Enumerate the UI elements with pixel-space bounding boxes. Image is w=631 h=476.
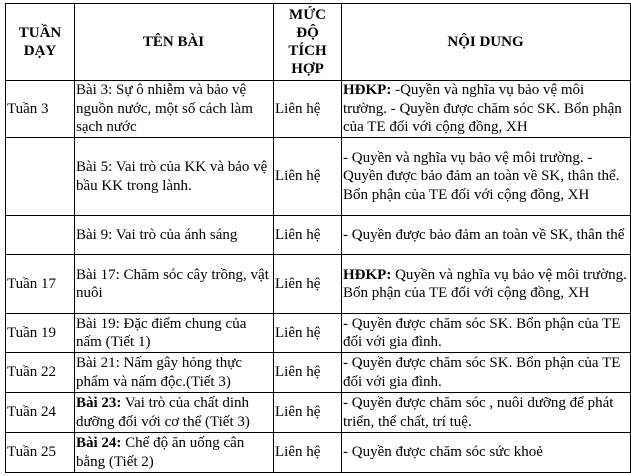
title-text: Bài 19: Đặc điểm chung của nấm (Tiết 1) (76, 315, 247, 350)
content-bold: HĐKP: (343, 82, 392, 99)
content-text: Quyền và nghĩa vụ bảo vệ môi trường. Bổn phận của TE đối với cộng đồng, XH (343, 266, 627, 301)
title-text: Vai trò của chất dinh dưỡng đối với cơ thể (Tiết 3) (76, 395, 250, 430)
level-cell: Liên hệ (274, 81, 342, 138)
title-text: Bài 21: Nấm gây hỏng thực phẩm và nấm độc.(Tiết 3) (76, 355, 243, 390)
table-row (6, 255, 631, 314)
content-text: - Quyền được chăm sóc SK. Bổn phận của TE đối với gia đình. (343, 315, 621, 350)
table-row (6, 393, 631, 433)
header-level: MỨC ĐỘ TÍCH HỢP (274, 4, 342, 81)
table-header-row (6, 4, 631, 81)
content-text: - Quyền và nghĩa vụ bảo vệ môi trường. - Quyền được bảo đảm an toàn về SK, thân thể. Bổn phận của TE đối với cộng đồng, XH (343, 149, 620, 203)
header-content: NỘI DUNG (342, 4, 631, 81)
table-row (6, 216, 631, 255)
level-cell: Liên hệ (274, 138, 342, 216)
table-row (6, 314, 631, 353)
content-cell (342, 138, 631, 216)
title-cell (75, 393, 274, 433)
week-cell (6, 138, 75, 216)
level-cell: Liên hệ (274, 314, 342, 353)
content-cell (342, 81, 631, 138)
content-cell (342, 314, 631, 353)
week-cell (6, 216, 75, 255)
content-text: - Quyền được chăm sóc sức khoẻ (343, 444, 543, 461)
content-cell (342, 216, 631, 255)
title-cell (75, 433, 274, 473)
title-text: Bài 5: Vai trò của KK và bảo vệ bầu KK trong lành. (76, 159, 268, 194)
title-cell (75, 314, 274, 353)
content-cell (342, 393, 631, 433)
level-cell: Liên hệ (274, 393, 342, 433)
content-cell (342, 433, 631, 473)
title-text: Bài 17: Chăm sóc cây trồng, vật nuôi (76, 266, 269, 301)
level-cell: Liên hệ (274, 353, 342, 393)
lesson-integration-table (5, 3, 631, 473)
title-cell (75, 353, 274, 393)
title-text: Bài 3: Sự ô nhiễm và bảo vệ nguồn nước, một số cách làm sạch nước (76, 82, 253, 136)
week-cell: Tuần 3 (6, 81, 75, 138)
header-title: TÊN BÀI (75, 4, 274, 81)
week-cell: Tuần 19 (6, 314, 75, 353)
week-cell: Tuần 22 (6, 353, 75, 393)
table-row (6, 433, 631, 473)
title-cell (75, 138, 274, 216)
title-cell (75, 216, 274, 255)
table-row (6, 138, 631, 216)
content-cell (342, 353, 631, 393)
content-text: - Quyền được chăm sóc SK. Bổn phận của TE đối với gia đình. (343, 355, 621, 390)
level-cell: Liên hệ (274, 216, 342, 255)
table-row (6, 353, 631, 393)
week-cell: Tuần 24 (6, 393, 75, 433)
title-text: Bài 9: Vai trò của ánh sáng (76, 226, 238, 243)
title-bold: Bài 23: (76, 395, 122, 411)
week-cell: Tuần 25 (6, 433, 75, 473)
content-text: - Quyền được chăm sóc , nuôi dưỡng để phát triển, thể chất, trí tuệ. (343, 395, 614, 430)
title-bold: Bài 24: (76, 435, 122, 451)
content-text: - Quyền được bảo đảm an toàn về SK, thân thể (343, 226, 625, 243)
level-cell: Liên hệ (274, 433, 342, 473)
content-bold: HĐKP: (343, 266, 392, 283)
week-cell: Tuần 17 (6, 255, 75, 314)
title-text: Chế độ ăn uống cân bằng (Tiết 2) (76, 435, 245, 470)
content-text: -Quyền và nghĩa vụ bảo vệ môi trường. - Quyền được chăm sóc SK. Bổn phận của TE đối với cộng đồng, XH (343, 82, 622, 136)
table-row (6, 81, 631, 138)
content-cell (342, 255, 631, 314)
level-cell: Liên hệ (274, 255, 342, 314)
header-week: TUẦN DẠY (6, 4, 75, 81)
title-cell (75, 255, 274, 314)
title-cell (75, 81, 274, 138)
